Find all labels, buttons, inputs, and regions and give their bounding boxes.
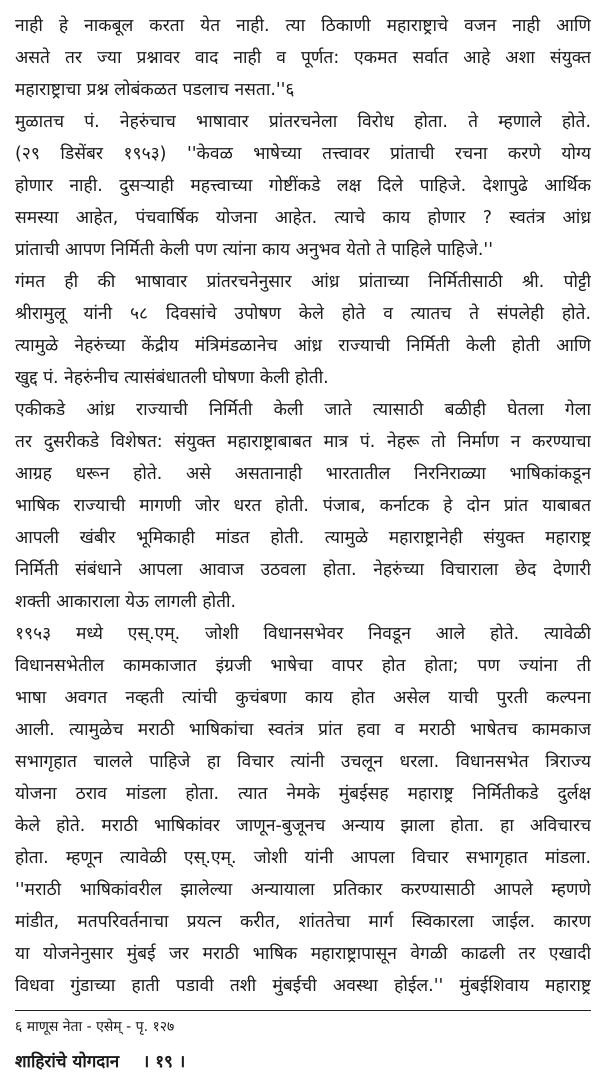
text-line: निर्मिती संबंधाने आपला आवाज उठवला होता. नेहरुंच्या विचाराला छेद देणारी (15, 560, 591, 580)
text-line: आग्रह धरून होते. असे असतानाही भारतातील निरनिराळ्या भाषिकांकडून (15, 464, 591, 484)
text-line: प्रांताची आपण निर्मिती केली पण त्यांना काय अनुभव येतो ते पाहिले पाहिजे.'' (15, 240, 493, 260)
text-line: केले होते. मराठी भाषिकांवर जाणून-बुजूनच अन्याय झाला होता. हा अविचारच (15, 816, 591, 836)
text-line: खुद्द पं. नेहरुंनीच त्यासंबंधातली घोषणा केली होती. (15, 368, 329, 388)
text-line: (२९ डिसेंबर १९५३) ''केवळ भाषेच्या तत्त्वावर प्रांताची रचना करणे योग्य (15, 144, 591, 164)
text-line: त्यामुळे नेहरुंच्या केंद्रीय मंत्रिमंडळानेच आंध्र राज्याची निर्मिती केली होती आणि (15, 336, 591, 356)
text-line: एकीकडे आंध्र राज्याची निर्मिती केली जाते त्यासाठी बळीही घेतला गेला (15, 400, 591, 420)
text-line: भाषा अवगत नव्हती त्यांची कुचंबणा काय होत असेल याची पुरती कल्पना (15, 688, 591, 708)
text-line: मुळातच पं. नेहरुंचाच भाषावार प्रांतरचनेला विरोध होता. ते म्हणाले होते. (15, 112, 591, 132)
text-line: नाही हे नाकबूल करता येत नाही. त्या ठिकाणी महाराष्ट्राचे वजन नाही आणि (15, 16, 591, 36)
text-line: सभागृहात चालले पाहिजे हा विचार त्यांनी उचलून धरला. विधानसभेत त्रिराज्य (15, 752, 591, 772)
text-line: तर दुसरीकडे विशेषत: संयुक्त महाराष्ट्राबाबत मात्र पं. नेहरू तो निर्माण न करण्याचा (15, 432, 591, 452)
text-line: आली. त्यामुळेच मराठी भाषिकांचा स्वतंत्र प्रांत हवा व मराठी भाषेतच कामकाज (15, 720, 591, 740)
text-line: या योजनेनुसार मुंबई जर मराठी भाषिक महाराष्ट्रापासून वेगळी काढली तर एखादी (15, 944, 591, 964)
text-line: मांडीत, मतपरिवर्तनाचा प्रयत्न करीत, शांततेचा मार्ग स्विकारला जाईल. कारण (15, 912, 591, 932)
text-line: भाषिक राज्याची मागणी जोर धरत होती. पंजाब, कर्नाटक हे दोन प्रांत याबाबत (15, 496, 591, 516)
text-line: होणार नाही. दुसऱ्याही महत्त्वाच्या गोष्टींकडे लक्ष दिले पाहिजे. देशापुढे आर्थिक (15, 176, 591, 196)
text-line: ''मराठी भाषिकांवरील झालेल्या अन्यायाला प्रतिकार करण्यासाठी आपले म्हणणे (15, 880, 591, 900)
text-line: होता. म्हणून त्यावेळी एस्.एम्. जोशी यांनी आपला विचार सभागृहात मांडला. (15, 848, 591, 868)
footer-title: शाहिरांचे योगदान (15, 1052, 120, 1072)
text-line: समस्या आहेत, पंचवार्षिक योजना आहेत. त्याचे काय होणार ? स्वतंत्र आंध्र (15, 208, 591, 228)
body-text (15, 10, 591, 1002)
page-footer (15, 1048, 185, 1076)
text-line: असते तर ज्या प्रश्नावर वाद नाही व पूर्णत: एकमत सर्वात आहे अशा संयुक्त (15, 48, 591, 68)
text-line: विधानसभेतील कामकाजात इंग्रजी भाषेचा वापर होत होता; पण ज्यांना ती (15, 656, 591, 676)
footnote: ६ माणूस नेता - एसेम् - पृ. १२७ (15, 1019, 175, 1035)
footnote-divider (15, 1010, 591, 1011)
text-line: विधवा गुंडाच्या हाती पडावी तशी मुंबईची अवस्था होईल.'' मुंबईशिवाय महाराष्ट्र (15, 976, 591, 996)
text-line: १९५३ मध्ये एस्.एम्. जोशी विधानसभेवर निवडून आले होते. त्यावेळी (15, 624, 591, 644)
page-number: । १९ । (142, 1052, 186, 1072)
text-line: आपली खंबीर भूमिकाही मांडत होती. त्यामुळे महाराष्ट्रानेही संयुक्त महाराष्ट्र (15, 528, 591, 548)
text-line: गंमत ही की भाषावार प्रांतरचनेनुसार आंध्र प्रांताच्या निर्मितीसाठी श्री. पोट्टी (15, 272, 591, 292)
text-line: श्रीरामुलू यांनी ५८ दिवसांचे उपोषण केले होते व त्यातच ते संपलेही होते. (15, 304, 591, 324)
text-line: शक्ती आकाराला येऊ लागली होती. (15, 592, 237, 612)
text-line: योजना ठराव मांडला होता. त्यात नेमके मुंबईसह महाराष्ट्र निर्मितीकडे दुर्लक्ष (15, 784, 591, 804)
text-line: महाराष्ट्राचा प्रश्न लोबंकळत पडलाच नसता.''६ (15, 80, 295, 100)
